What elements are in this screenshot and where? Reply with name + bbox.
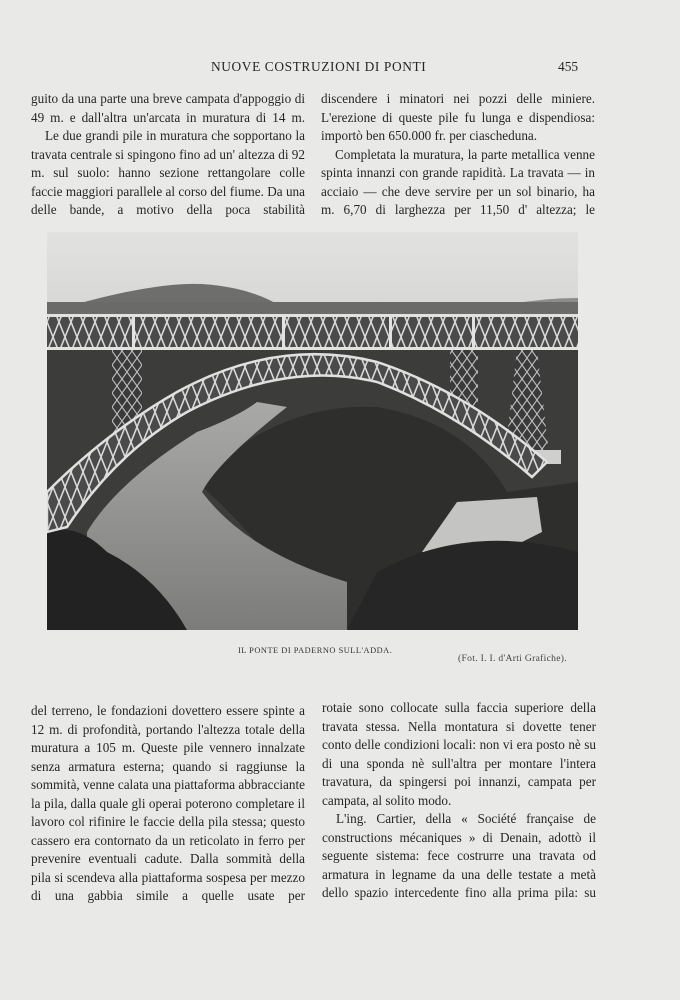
bridge-photo-illustration: [47, 232, 578, 630]
bridge-photograph: [47, 232, 578, 630]
paragraph: Le due grandi pile in muratura che sopportano la travata centrale si spingono fino ad un' altezza di 92 m. sul suolo: hanno sezione rettangolare colle faccie maggiori parallele al corso del fiume. Da una delle bande, a motivo della poca stabilità: [31, 128, 305, 217]
top-right-column: [321, 90, 595, 220]
figure-caption: IL PONTE DI PADERNO SULL'ADDA.: [238, 646, 393, 655]
paragraph: discendere i minatori nei pozzi delle miniere. L'erezione di queste pile fu lunga e dispendiosa: importò ben 650.000 fr. per ciascheduna.: [321, 91, 595, 143]
bridge-post: [472, 314, 475, 350]
bridge-deck-railing: [47, 302, 578, 314]
paragraph: L'ing. Cartier, della « Société française de constructions mécaniques » di Denain, adottò il seguente sistema: fece costrurre una travata od armatura in legname da una delle testate a metà dello spazio intercedente fino alla prima pila: su: [322, 811, 596, 900]
page-number: 455: [558, 59, 579, 74]
paragraph: del terreno, le fondazioni dovettero essere spinte a 12 m. di profondità, portando l'altezza totale della muratura a 105 m. Queste pile vennero innalzate senza armatura esterna; quando si raggiunse la sommità, venne calata una piattaforma abbracciante la pila, dalla quale gli operai poterono completare il lavoro col rifinire le faccie della pila stessa; questo cassero era contornato da un reticolato in ferro per prevenire eventuali cadute. Dalla sommità della pila si scendeva alla piattaforma sospesa per mezzo di una gabbia simile a quelle usate per: [31, 703, 305, 903]
paragraph: Completata la muratura, la parte metallica venne spinta innanzi con grande rapidità. La travata — in acciaio — che deve servire per un sol binario, ha m. 6,70 di larghezza per 11,50 d' altezza; le: [321, 146, 595, 217]
paragraph: rotaie sono collocate sulla faccia superiore della travata stessa. Nella montatura si dovette tener conto delle condizioni locali: non vi era posto nè su di una sponda nè sull'altra per montare l'intera travatura, da spingersi poi innanzi, campata per campata, al solito modo.: [322, 700, 596, 808]
bridge-post: [389, 314, 392, 350]
bridge-post: [132, 314, 135, 350]
top-left-column: [31, 90, 305, 220]
paragraph: guito da una parte una breve campata d'appoggio di 49 m. e dall'altra un'arcata in muratura di 14 m.: [31, 91, 305, 125]
photo-credit: (Fot. I. I. d'Arti Grafiche).: [458, 653, 567, 664]
running-title: NUOVE COSTRUZIONI DI PONTI: [211, 59, 427, 74]
running-head: [0, 59, 680, 79]
bridge-deck-bottom-chord: [47, 347, 578, 350]
bridge-deck-girder: [47, 314, 578, 350]
bridge-deck-top-chord: [47, 314, 578, 317]
bridge-post: [282, 314, 285, 350]
bottom-left-column: [31, 702, 305, 906]
bottom-right-column: [322, 699, 596, 903]
